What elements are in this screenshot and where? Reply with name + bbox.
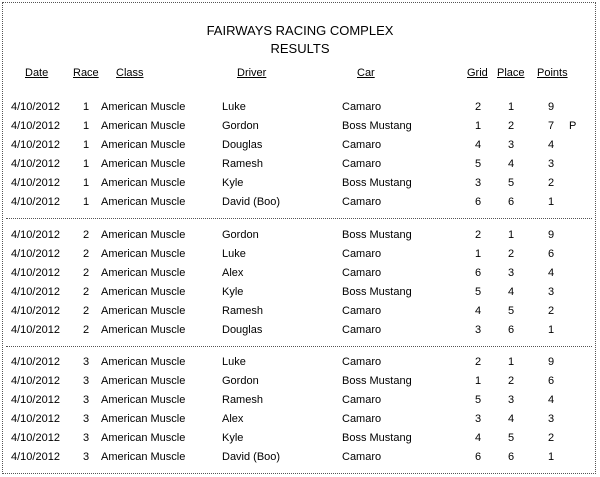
cell-race: 1: [82, 177, 90, 189]
cell-place: 1: [507, 356, 515, 368]
cell-note: P: [569, 120, 577, 132]
cell-points: 2: [547, 305, 555, 317]
cell-date: 4/10/2012: [11, 432, 60, 444]
cell-date: 4/10/2012: [11, 196, 60, 208]
cell-date: 4/10/2012: [11, 248, 60, 260]
cell-date: 4/10/2012: [11, 120, 60, 132]
cell-car: Camaro: [342, 305, 382, 317]
race-separator: [6, 218, 592, 219]
cell-place: 3: [507, 139, 515, 151]
cell-place: 4: [507, 158, 515, 170]
cell-grid: 1: [474, 248, 482, 260]
cell-date: 4/10/2012: [11, 139, 60, 151]
cell-car: Boss Mustang: [342, 375, 412, 387]
cell-place: 1: [507, 101, 515, 113]
cell-race: 1: [82, 158, 90, 170]
cell-class: American Muscle: [101, 375, 186, 387]
cell-driver: Alex: [222, 413, 244, 425]
cell-class: American Muscle: [101, 324, 186, 336]
cell-grid: 4: [474, 432, 482, 444]
cell-race: 2: [82, 324, 90, 336]
cell-class: American Muscle: [101, 267, 186, 279]
cell-car: Boss Mustang: [342, 432, 412, 444]
cell-grid: 6: [474, 267, 482, 279]
cell-date: 4/10/2012: [11, 158, 60, 170]
cell-place: 5: [507, 177, 515, 189]
cell-race: 3: [82, 375, 90, 387]
cell-class: American Muscle: [101, 451, 186, 463]
cell-driver: Ramesh: [222, 305, 263, 317]
cell-date: 4/10/2012: [11, 229, 60, 241]
cell-date: 4/10/2012: [11, 375, 60, 387]
cell-grid: 3: [474, 177, 482, 189]
cell-driver: Ramesh: [222, 394, 263, 406]
cell-race: 2: [82, 267, 90, 279]
cell-date: 4/10/2012: [11, 177, 60, 189]
cell-place: 6: [507, 196, 515, 208]
cell-race: 2: [82, 305, 90, 317]
cell-car: Camaro: [342, 451, 382, 463]
cell-car: Camaro: [342, 413, 382, 425]
cell-place: 3: [507, 267, 515, 279]
cell-class: American Muscle: [101, 158, 186, 170]
header-date: Date: [25, 67, 49, 79]
cell-class: American Muscle: [101, 305, 186, 317]
cell-date: 4/10/2012: [11, 305, 60, 317]
cell-points: 2: [547, 432, 555, 444]
cell-place: 5: [507, 305, 515, 317]
cell-car: Boss Mustang: [342, 229, 412, 241]
cell-class: American Muscle: [101, 120, 186, 132]
cell-points: 1: [547, 451, 555, 463]
page-title: FAIRWAYS RACING COMPLEX: [206, 23, 394, 38]
cell-driver: Luke: [222, 356, 246, 368]
cell-place: 4: [507, 413, 515, 425]
cell-points: 3: [547, 158, 555, 170]
cell-driver: Kyle: [222, 286, 244, 298]
cell-points: 9: [547, 101, 555, 113]
cell-class: American Muscle: [101, 413, 186, 425]
cell-grid: 1: [474, 375, 482, 387]
cell-grid: 4: [474, 139, 482, 151]
cell-grid: 5: [474, 394, 482, 406]
cell-driver: Luke: [222, 248, 246, 260]
cell-place: 6: [507, 324, 515, 336]
cell-grid: 2: [474, 229, 482, 241]
cell-date: 4/10/2012: [11, 286, 60, 298]
cell-car: Camaro: [342, 267, 382, 279]
cell-race: 3: [82, 394, 90, 406]
cell-points: 7: [547, 120, 555, 132]
cell-car: Boss Mustang: [342, 120, 412, 132]
cell-grid: 5: [474, 286, 482, 298]
cell-place: 1: [507, 229, 515, 241]
cell-driver: David (Boo): [222, 196, 281, 208]
cell-place: 3: [507, 394, 515, 406]
cell-car: Camaro: [342, 324, 382, 336]
header-points: Points: [537, 67, 568, 79]
cell-race: 3: [82, 413, 90, 425]
cell-points: 3: [547, 286, 555, 298]
cell-date: 4/10/2012: [11, 101, 60, 113]
cell-car: Boss Mustang: [342, 177, 412, 189]
cell-place: 6: [507, 451, 515, 463]
cell-driver: Douglas: [222, 324, 263, 336]
cell-place: 5: [507, 432, 515, 444]
cell-driver: Ramesh: [222, 158, 263, 170]
cell-class: American Muscle: [101, 356, 186, 368]
cell-place: 2: [507, 248, 515, 260]
cell-grid: 2: [474, 356, 482, 368]
cell-place: 2: [507, 120, 515, 132]
header-grid: Grid: [467, 67, 488, 79]
cell-car: Camaro: [342, 101, 382, 113]
header-class: Class: [116, 67, 144, 79]
cell-race: 1: [82, 196, 90, 208]
cell-class: American Muscle: [101, 394, 186, 406]
cell-date: 4/10/2012: [11, 451, 60, 463]
cell-car: Camaro: [342, 394, 382, 406]
page-subtitle: RESULTS: [270, 41, 330, 56]
cell-race: 2: [82, 286, 90, 298]
cell-driver: Kyle: [222, 432, 244, 444]
cell-points: 9: [547, 356, 555, 368]
header-race: Race: [73, 67, 99, 79]
cell-driver: Luke: [222, 101, 246, 113]
cell-class: American Muscle: [101, 196, 186, 208]
cell-driver: Alex: [222, 267, 244, 279]
cell-class: American Muscle: [101, 229, 186, 241]
cell-class: American Muscle: [101, 177, 186, 189]
cell-class: American Muscle: [101, 286, 186, 298]
cell-class: American Muscle: [101, 432, 186, 444]
cell-driver: Gordon: [222, 375, 259, 387]
cell-driver: Gordon: [222, 120, 259, 132]
cell-points: 6: [547, 375, 555, 387]
cell-points: 6: [547, 248, 555, 260]
cell-grid: 5: [474, 158, 482, 170]
cell-place: 4: [507, 286, 515, 298]
cell-car: Camaro: [342, 139, 382, 151]
cell-race: 1: [82, 101, 90, 113]
cell-points: 1: [547, 324, 555, 336]
cell-date: 4/10/2012: [11, 267, 60, 279]
cell-race: 3: [82, 451, 90, 463]
cell-points: 4: [547, 267, 555, 279]
cell-driver: David (Boo): [222, 451, 281, 463]
cell-grid: 6: [474, 451, 482, 463]
cell-grid: 4: [474, 305, 482, 317]
cell-race: 2: [82, 229, 90, 241]
cell-grid: 2: [474, 101, 482, 113]
cell-grid: 1: [474, 120, 482, 132]
cell-class: American Muscle: [101, 139, 186, 151]
cell-points: 3: [547, 413, 555, 425]
cell-grid: 3: [474, 413, 482, 425]
cell-race: 3: [82, 356, 90, 368]
cell-place: 2: [507, 375, 515, 387]
header-car: Car: [357, 67, 375, 79]
cell-date: 4/10/2012: [11, 394, 60, 406]
header-driver: Driver: [237, 67, 267, 79]
cell-date: 4/10/2012: [11, 324, 60, 336]
cell-car: Camaro: [342, 356, 382, 368]
header-place: Place: [497, 67, 525, 79]
cell-points: 4: [547, 394, 555, 406]
cell-race: 1: [82, 120, 90, 132]
cell-car: Camaro: [342, 158, 382, 170]
cell-points: 1: [547, 196, 555, 208]
cell-race: 3: [82, 432, 90, 444]
cell-car: Camaro: [342, 248, 382, 260]
cell-points: 2: [547, 177, 555, 189]
cell-date: 4/10/2012: [11, 356, 60, 368]
cell-car: Camaro: [342, 196, 382, 208]
cell-driver: Gordon: [222, 229, 259, 241]
race-separator: [6, 346, 592, 347]
cell-grid: 3: [474, 324, 482, 336]
cell-car: Boss Mustang: [342, 286, 412, 298]
cell-date: 4/10/2012: [11, 413, 60, 425]
cell-race: 2: [82, 248, 90, 260]
cell-class: American Muscle: [101, 248, 186, 260]
cell-class: American Muscle: [101, 101, 186, 113]
cell-grid: 6: [474, 196, 482, 208]
cell-driver: Douglas: [222, 139, 263, 151]
cell-driver: Kyle: [222, 177, 244, 189]
cell-race: 1: [82, 139, 90, 151]
cell-points: 9: [547, 229, 555, 241]
cell-points: 4: [547, 139, 555, 151]
